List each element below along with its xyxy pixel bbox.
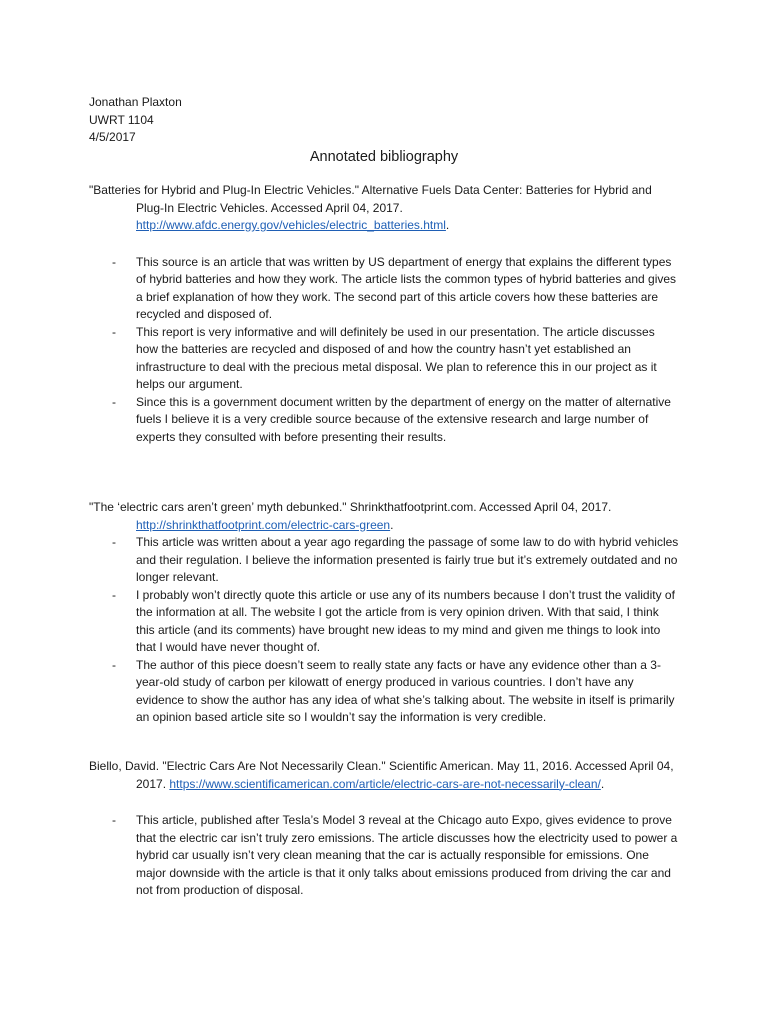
document-date: 4/5/2017: [89, 130, 136, 144]
annotation-text: I probably won’t directly quote this article or use any of its numbers because I don’t trust the validity of the information at all. The website I got the article from is very opinion driven. With that said, I think this article (and its comments) have brought new ideas to my mind and given me things to look into that I would have never thought of.: [136, 587, 675, 654]
citation-link[interactable]: http://www.afdc.energy.gov/vehicles/electric_batteries.html: [136, 218, 446, 232]
page-title: Annotated bibliography: [309, 149, 459, 165]
annotation-text: This article was written about a year ago regarding the passage of some law to do with hybrid vehicles and their regulation. I believe the information presented is fairly true but it’s extremely outdated and no longer relevant.: [136, 535, 679, 584]
bullet-dash: -: [112, 657, 116, 672]
citation-link-suffix: .: [390, 517, 394, 532]
bullet-dash: -: [112, 813, 116, 827]
annotation-item: [89, 254, 679, 324]
citation-link-suffix: .: [600, 776, 605, 791]
annotation-item: [89, 812, 679, 900]
course-code: UWRT 1104: [89, 112, 154, 127]
annotation-text: This report is very informative and will definitely be used in our presentation. The article discusses how the batteries are recycled and disposed of and how the country hasn’t yet established an infrastructure to deal with the precious metal disposal. We plan to reference this in our project as it helps our argument.: [136, 324, 657, 391]
citation: [89, 758, 679, 793]
bibliography-entry: [89, 499, 679, 727]
document-header: [89, 94, 182, 147]
annotation-item: [89, 394, 679, 447]
bullet-dash: -: [112, 324, 116, 339]
citation-link-suffix: .: [445, 218, 450, 232]
citation-text: Biello, David. "Electric Cars Are Not Necessarily Clean." Scientific American. May 11, 2016. Accessed April 04, 2017.: [89, 759, 674, 791]
annotation-text: Since this is a government document written by the department of energy on the matter of alternative fuels I believe it is a very credible source because of the extensive research and large number of experts they consulted with before presenting their results.: [136, 394, 671, 444]
citation: [89, 499, 679, 534]
citation-text: "The ‘electric cars aren’t green’ myth debunked." Shrinkthatfootprint.com. Accessed April 04, 2017.: [89, 500, 612, 514]
annotation-text: This article, published after Tesla’s Model 3 reveal at the Chicago auto Expo, gives evidence to prove that the electric car isn’t truly zero emissions. The article discusses how the electricity used to power a hybrid car usually isn’t very clean meaning that the car is actually responsible for emissions. One major downside with the article is that it only talks about emissions produced from driving the car and not from production of disposal.: [136, 813, 678, 897]
author-name: Jonathan Plaxton: [89, 95, 182, 109]
annotation-item: [89, 587, 679, 657]
annotation-text: The author of this piece doesn’t seem to really state any facts or have any evidence other than a 3-year-old study of carbon per kilowatt of energy produced in various countries. I don’t have any evidence to show the author has any idea of what she’s talking about. The website in itself is primarily an opinion based article site so I wouldn’t say the information is very credible.: [136, 657, 675, 724]
citation-link[interactable]: http://shrinkthatfootprint.com/electric-cars-green: [136, 517, 391, 532]
annotation-list: [89, 534, 679, 727]
bibliography-entry: [89, 758, 679, 900]
bullet-dash: -: [112, 254, 116, 269]
bibliography-entry: [89, 182, 679, 446]
citation-link[interactable]: https://www.scientificamerican.com/article/electric-cars-are-not-necessarily-clean/: [169, 776, 601, 791]
bullet-dash: -: [112, 394, 116, 409]
annotation-item: [89, 324, 679, 394]
bullet-dash: -: [112, 535, 116, 549]
annotation-item: [89, 657, 679, 727]
citation-text: "Batteries for Hybrid and Plug-In Electric Vehicles." Alternative Fuels Data Center: Batteries for Hybrid and Plug-In Electric Vehicles. Accessed April 04, 2017.: [89, 183, 652, 215]
citation: [89, 182, 679, 235]
annotation-item: [89, 534, 679, 587]
bullet-dash: -: [112, 587, 116, 602]
annotation-text: This source is an article that was written by US department of energy that explains the different types of hybrid batteries and how they work. The article lists the common types of hybrid batteries and gives a brief explanation of how they work. The second part of this article covers how these batteries are recycled and disposed of.: [136, 254, 677, 321]
annotation-list: [89, 812, 679, 900]
annotation-list: [89, 254, 679, 447]
